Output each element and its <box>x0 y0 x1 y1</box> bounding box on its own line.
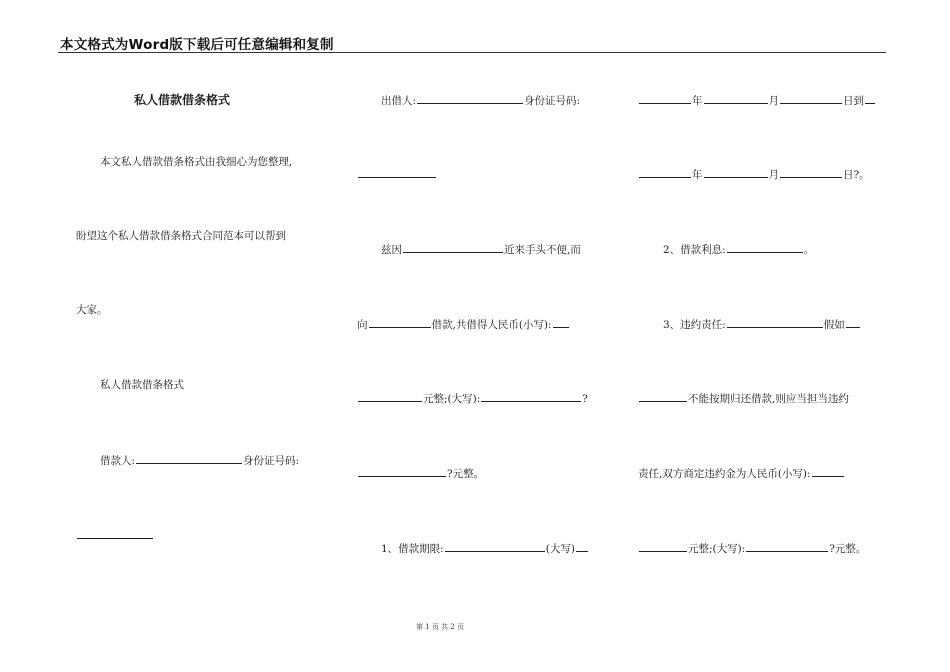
page-footer <box>0 622 880 632</box>
year-label-2: 年 <box>692 169 703 181</box>
borrower-id-blank[interactable] <box>77 528 153 539</box>
day-end-label: 日?。 <box>843 169 870 181</box>
penalty-small-blank[interactable] <box>812 466 844 477</box>
year-to-blank[interactable] <box>639 167 691 178</box>
day-to-label: 日到 <box>843 95 864 107</box>
section-heading: 私人借款借条格式 <box>100 379 184 391</box>
day-from-blank[interactable] <box>780 93 842 104</box>
term-big: (大写) <box>545 543 575 555</box>
lender-line <box>381 93 580 108</box>
breach-if-blank[interactable] <box>846 317 860 328</box>
lender-id-line <box>357 167 437 182</box>
question-mark: ? <box>582 393 588 405</box>
breach-text-line <box>638 391 849 406</box>
term-line <box>381 541 589 556</box>
reason-line <box>381 242 581 257</box>
breach-if: 假如 <box>823 319 845 331</box>
borrower-label: 借款人: <box>100 455 136 467</box>
month-label: 月 <box>768 95 779 107</box>
page-number: 1 <box>425 623 430 631</box>
borrower-id-label: 身份证号码: <box>243 455 300 467</box>
loan-amount-line <box>357 317 570 332</box>
month-label-2: 月 <box>768 169 779 181</box>
borrower-blank[interactable] <box>136 453 242 464</box>
term-big-blank[interactable] <box>576 541 588 552</box>
intro-line-2: 盼望这个私人借款借条格式合同范本可以帮到 <box>76 230 286 242</box>
breach-penalty: 责任,双方商定违约金为人民币(小写): <box>638 468 811 480</box>
year-from-blank[interactable] <box>639 93 691 104</box>
reason-blank[interactable] <box>403 242 503 253</box>
yuan-end: ?元整。 <box>447 468 485 480</box>
breach-line <box>663 317 861 332</box>
penalty-line <box>638 466 845 481</box>
intro-line-1: 本文私人借款借条格式由我细心为您整理, <box>100 156 293 168</box>
lender-id-label: 身份证号码: <box>524 95 581 107</box>
interest-line <box>663 242 814 257</box>
page-mid: 页 共 <box>431 623 449 631</box>
lender-label: 出借人: <box>381 95 417 107</box>
yuan-big-label: 元整;(大写): <box>423 393 481 405</box>
year-label: 年 <box>692 95 703 107</box>
document-title: 私人借款借条格式 <box>134 93 231 107</box>
term-blank[interactable] <box>445 541 545 552</box>
intro-line-3: 大家。 <box>76 304 108 316</box>
lender-blank[interactable] <box>417 93 523 104</box>
month-to-blank[interactable] <box>704 167 768 178</box>
borrower-line <box>100 453 299 468</box>
amount-small-cont-blank[interactable] <box>358 391 422 402</box>
date-to-line <box>638 167 870 182</box>
lender-id-blank[interactable] <box>358 167 436 178</box>
term-label: 1、借款期限: <box>381 543 444 555</box>
amount-big-blank[interactable] <box>481 391 581 402</box>
breach-label: 3、违约责任: <box>663 319 726 331</box>
to-middle: 借款,共借得人民币(小写): <box>431 319 552 331</box>
day-to-blank[interactable] <box>780 167 842 178</box>
penalty-big-label: 元整;(大写): <box>688 543 746 555</box>
penalty-big-blank[interactable] <box>746 541 828 552</box>
document-header: 本文格式为Word版下载后可任意编辑和复制 <box>60 37 334 53</box>
to-blank[interactable] <box>865 93 875 104</box>
breach-party-blank[interactable] <box>639 391 687 402</box>
page-total: 2 <box>450 623 455 631</box>
reason-suffix: 近来手头不便,而 <box>504 244 581 256</box>
interest-end: 。 <box>803 244 815 256</box>
page-prefix: 第 <box>415 623 423 631</box>
header-rule <box>58 52 886 53</box>
reason-prefix: 兹因 <box>381 244 402 256</box>
interest-blank[interactable] <box>727 242 803 253</box>
amount-big-line <box>357 391 588 406</box>
date-from-line <box>638 93 876 108</box>
amount-end-line <box>357 466 484 481</box>
month-from-blank[interactable] <box>704 93 768 104</box>
borrower-id-line <box>76 528 154 543</box>
breach-text: 不能按期归还借款,则应当担当违约 <box>688 393 849 405</box>
penalty-big-line <box>638 541 866 556</box>
interest-label: 2、借款利息: <box>663 244 726 256</box>
lender-name-blank[interactable] <box>369 317 431 328</box>
amount-big-cont-blank[interactable] <box>358 466 446 477</box>
amount-small-blank[interactable] <box>553 317 569 328</box>
to-prefix: 向 <box>357 319 368 331</box>
page-suffix: 页 <box>457 623 465 631</box>
penalty-small-cont-blank[interactable] <box>639 541 687 552</box>
breach-blank[interactable] <box>727 317 823 328</box>
penalty-end: ?元整。 <box>829 543 867 555</box>
